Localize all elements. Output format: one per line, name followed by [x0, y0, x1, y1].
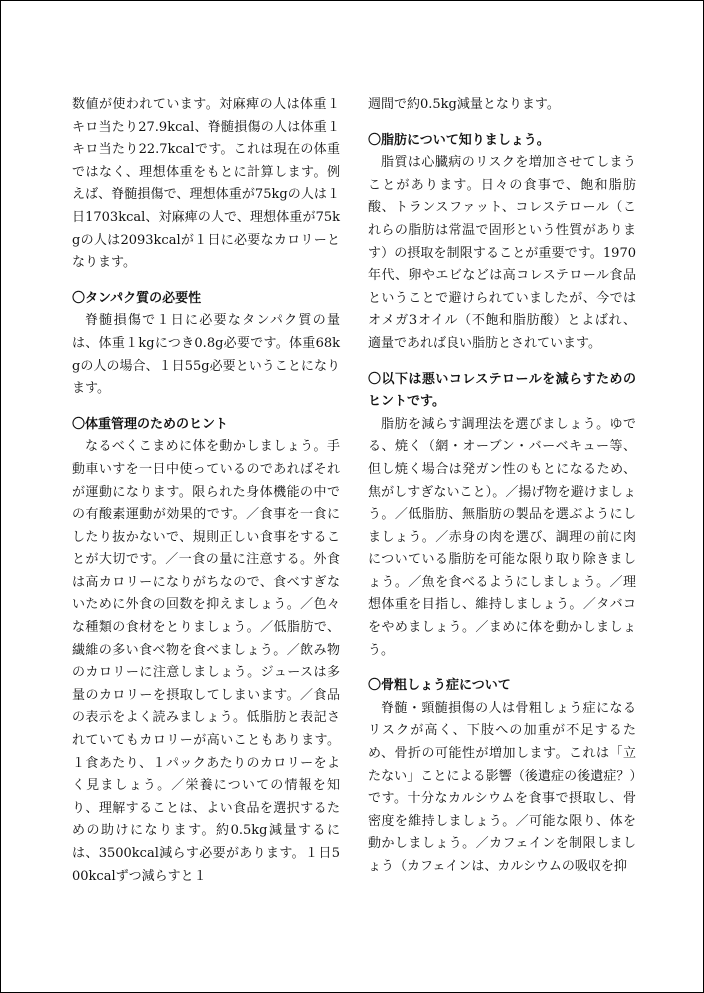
- calorie-paragraph: 数値が使われています。対麻痺の人は体重１キロ当たり27.9kcal、脊髄損傷の人は体重１キロ当たり22.7kcalです。これは現在の体重ではなく、理想体重をもとに計算します。例えば、脊髄損傷で、理想体重が75kgの人は１日1703kcal、対麻痺の人で、理想体重が75kgの人は2093kcalが１日に必要なカロリーとなります。: [72, 97, 340, 271]
- weight-management-heading: 〇体重管理のためのヒント: [72, 416, 229, 432]
- weight-management-paragraph: なるべくこまめに体を動かしましょう。手動車いすを一日中使っているのであればそれが運動になります。限られた身体機能の中での有酸素運動が効果的です。／食事を一食にしたり抜かないで、規則正しい食事をすることが大切です。／一食の量に注意する。外食は高カロリーになりがちなので、食べすぎないために外食の回数を抑えましょう。／色々な種類の食材をとりましょう。／低脂肪で、繊維の多い食べ物を食べましょう。／飲み物のカロリーに注意しましょう。ジュースは多量のカロリーを摂取してしまいます。／食品の表示をよく読みましょう。低脂肪と表記されていてもカロリーが高いこともあります。１食あたり、１パックあたりのカロリーをよく見ましょう。／栄養についての情報を知り、理解することは、よい食品を選択するための助けになります。約0.5kg減量するには、3500kcal減らす必要があります。１日500kcalずつ減らすと１: [72, 439, 340, 884]
- osteoporosis-heading: 〇骨粗しょう症について: [368, 678, 511, 694]
- right-column: [368, 94, 636, 879]
- cholesterol-heading: 〇以下は悪いコレステロールを減らすためのヒントです。: [368, 371, 636, 410]
- cholesterol-paragraph: 脂肪を減らす調理法を選びましょう。ゆでる、焼く（網・オーブン・バーベキュー等、但し焼く場合は発ガン性のもとになるため、焦がしすぎないこと）。／揚げ物を避けましょう。／低脂肪、無脂肪の製品を選ぶようにしましょう。／赤身の肉を選び、調理の前に肉についている脂肪を可能な限り取り除きましょう。／魚を食べるようにしましょう。／理想体重を目指し、維持しましょう。／タバコをやめましょう。／まめに体を動かしましょう。: [368, 416, 636, 658]
- weight-loss-continuation: 週間で約0.5kg減量となります。: [368, 97, 560, 112]
- left-column: [72, 94, 340, 888]
- fat-paragraph: 脂質は心臓病のリスクを増加させてしまうことがあります。日々の食事で、飽和脂肪酸、トランスファット、コレステロール（これらの脂肪は常温で固形という性質があります）の摂取を制限することが重要です。1970年代、卵やエビなどは高コレステロール食品ということで避けられていましたが、今ではオメガ3オイル（不飽和脂肪酸）とよばれ、適量であれば良い脂肪とされています。: [368, 155, 636, 351]
- osteoporosis-paragraph: 脊髄・頸髄損傷の人は骨粗しょう症になるリスクが高く、下肢への加重が不足するため、骨折の可能性が増加します。これは「立たない」ことによる影響（後遺症の後遺症？）です。十分なカルシウムを食事で摂取し、骨密度を維持しましょう。／可能な限り、体を動かしましょう。／カフェインを制限しましょう（カフェインは、カルシウムの吸収を抑: [368, 700, 636, 874]
- protein-paragraph: 脊髄損傷で１日に必要なタンパク質の量は、体重１kgにつき0.8g必要です。体重68kgの人の場合、１日55g必要ということになります。: [72, 313, 340, 397]
- protein-heading: 〇タンパク質の必要性: [72, 290, 202, 306]
- fat-heading: 〇脂肪について知りましょう。: [368, 132, 550, 148]
